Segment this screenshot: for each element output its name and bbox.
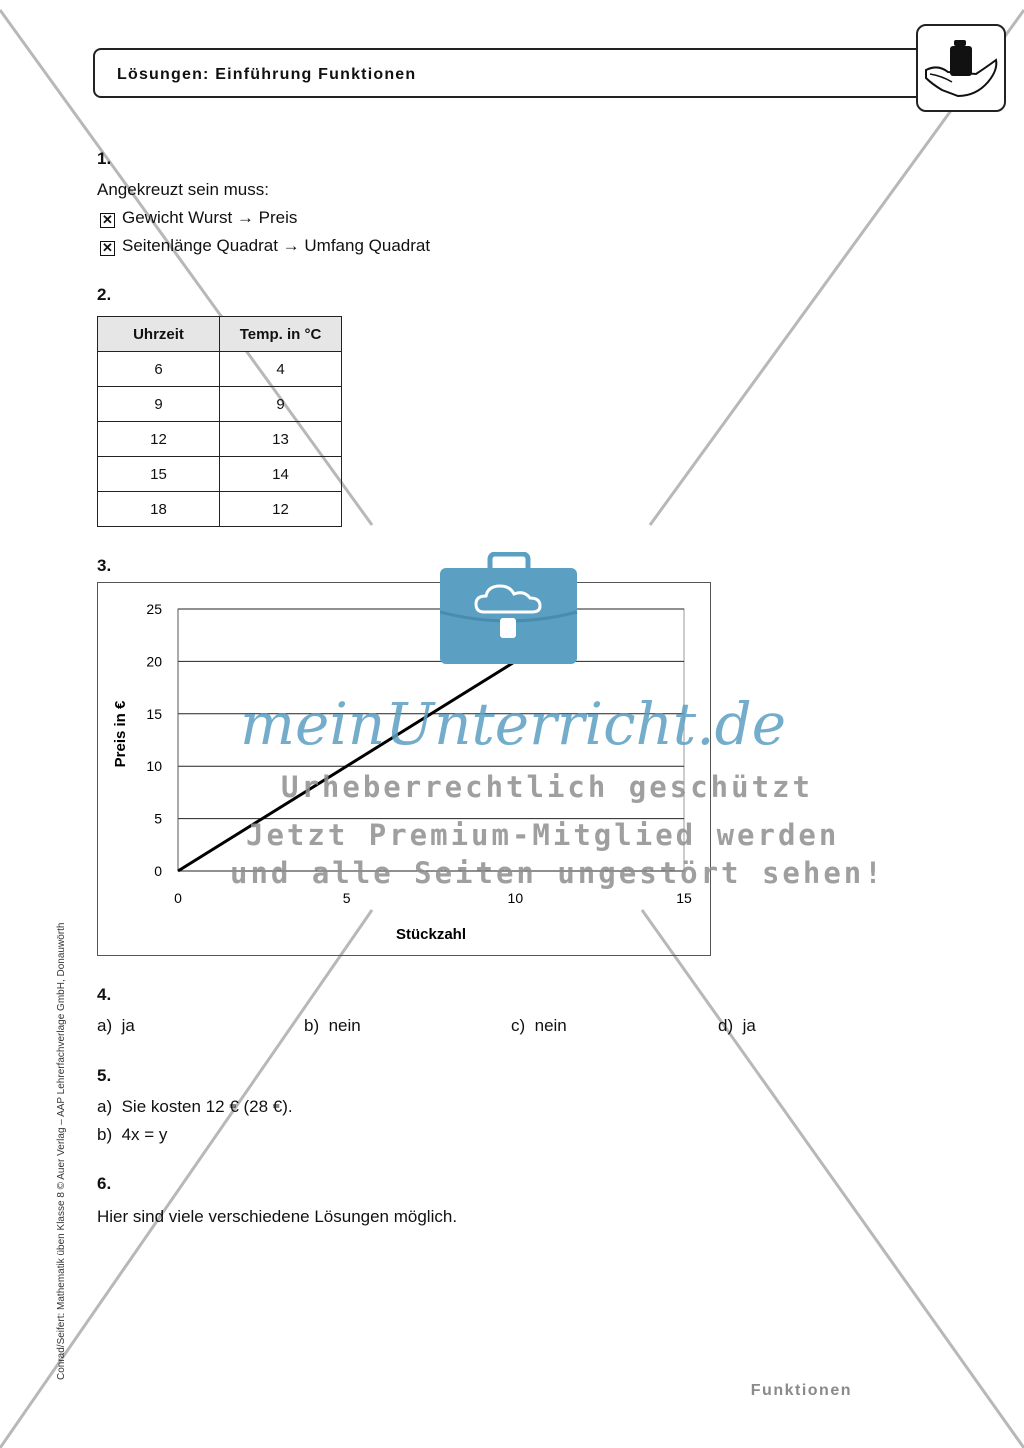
answer-5b: [97, 1125, 167, 1145]
table-cell: 4: [220, 352, 342, 387]
answer-value: ja: [121, 1016, 135, 1035]
table-cell: 15: [98, 457, 220, 492]
table-cell: 9: [220, 387, 342, 422]
answer-6: Hier sind viele verschiedene Lösungen möglich.: [97, 1207, 458, 1226]
page-title: Lösungen: Einführung Funktionen: [117, 66, 417, 83]
question-6-number: 6.: [97, 1174, 112, 1193]
copyright-side-note: Conrad/Seifert: Mathematik üben Klasse 8 © Auer Verlag – AAP Lehrerfachverlage GmbH, Donauwörth: [56, 922, 67, 1380]
chart-frame: [97, 582, 711, 956]
question-3-number: 3.: [97, 556, 112, 575]
question-5-number: 5.: [97, 1066, 112, 1085]
answer-4d: [718, 1016, 756, 1036]
y-tick-label: 0: [154, 863, 162, 879]
logo-weight-in-hand-icon: [916, 24, 1006, 112]
answer-value: nein: [534, 1016, 567, 1035]
question-1-item-text: Gewicht Wurst → Preis: [122, 208, 298, 227]
watermark-line: und alle Seiten ungestört sehen!: [230, 856, 885, 890]
x-axis-label: Stückzahl: [395, 926, 467, 943]
y-tick-label: 10: [146, 758, 162, 775]
answer-value: nein: [328, 1016, 361, 1035]
question-4-number: 4.: [97, 985, 112, 1004]
x-tick-label: 10: [507, 890, 524, 906]
y-tick-label: 5: [154, 810, 162, 827]
briefcase-cloud-icon: [440, 552, 578, 666]
question-1-intro: Angekreuzt sein muss:: [97, 180, 269, 199]
question-1-number: 1.: [97, 149, 112, 168]
price-chart: [98, 583, 710, 955]
y-tick-label: 25: [146, 601, 162, 617]
table-row: [98, 457, 342, 492]
column-header-temp: Temp. in °C: [220, 317, 342, 352]
answer-text: 4x = y: [121, 1125, 168, 1144]
table-row: [98, 387, 342, 422]
answer-4c: [511, 1016, 567, 1036]
watermark-brand: meinUnterricht.de: [240, 690, 787, 758]
answer-label: a): [97, 1097, 113, 1116]
watermark-line: Urheberrechtlich geschützt: [281, 770, 813, 804]
table-header-row: [98, 317, 342, 352]
question-1-item: [100, 208, 297, 228]
answer-label: a): [97, 1016, 113, 1035]
answer-text: Sie kosten 12 € (28 €).: [121, 1097, 293, 1116]
table-cell: 12: [98, 422, 220, 457]
answer-label: b): [304, 1016, 320, 1035]
x-tick-label: 0: [174, 890, 182, 906]
checked-box-icon: ✕: [100, 213, 115, 228]
y-axis-label: Preis in €: [112, 700, 129, 768]
table-cell: 12: [220, 492, 342, 527]
table-cell: 9: [98, 387, 220, 422]
watermark-line: Jetzt Premium-Mitglied werden: [246, 818, 840, 852]
answer-4b: [304, 1016, 361, 1036]
answer-value: ja: [742, 1016, 756, 1035]
header-bar: [93, 48, 933, 98]
table-cell: 14: [220, 457, 342, 492]
y-tick-label: 20: [146, 653, 162, 670]
footer-topic: Funktionen: [750, 1382, 852, 1399]
diagonal-line: [642, 910, 1024, 1448]
question-2-number: 2.: [97, 285, 112, 304]
question-1-item: [100, 236, 430, 256]
temperature-table: [97, 316, 342, 527]
table-cell: 13: [220, 422, 342, 457]
answer-4a: [97, 1016, 135, 1036]
answer-label: d): [718, 1016, 734, 1035]
answer-5a: [97, 1097, 293, 1117]
answer-label: b): [97, 1125, 113, 1144]
checked-box-icon: ✕: [100, 241, 115, 256]
column-header-time: Uhrzeit: [98, 317, 220, 352]
table-row: [98, 492, 342, 527]
table-cell: 18: [98, 492, 220, 527]
answer-label: c): [511, 1016, 526, 1035]
x-tick-label: 15: [676, 890, 692, 906]
table-cell: 6: [98, 352, 220, 387]
question-1-item-text: Seitenlänge Quadrat → Umfang Quadrat: [122, 236, 431, 255]
x-tick-label: 5: [342, 890, 351, 906]
table-row: [98, 352, 342, 387]
y-tick-label: 15: [146, 705, 162, 722]
table-row: [98, 422, 342, 457]
